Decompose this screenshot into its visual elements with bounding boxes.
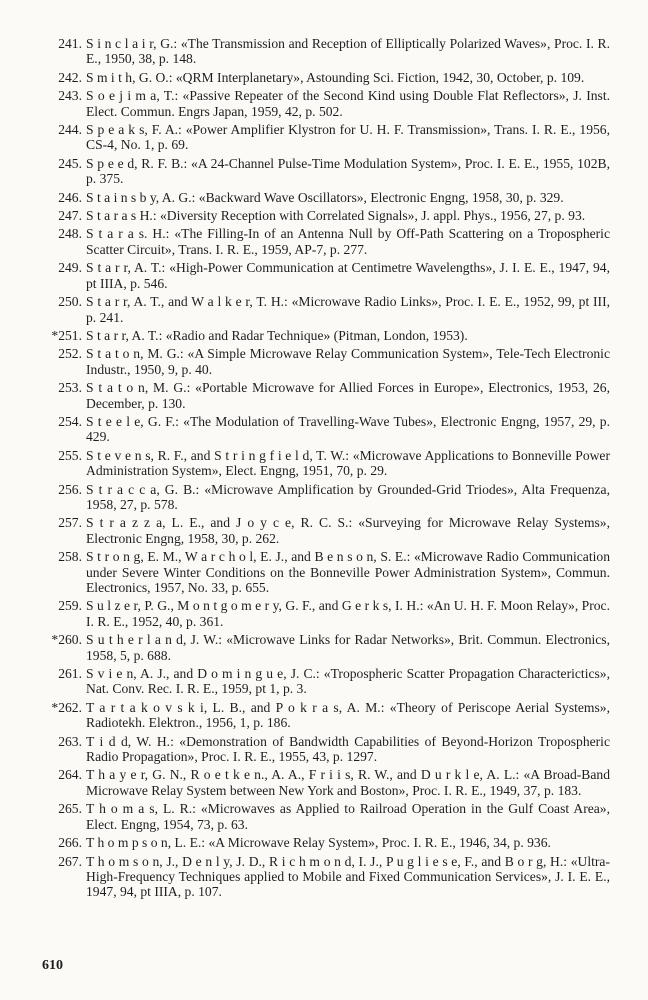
reference-item (51, 327, 610, 343)
reference-text: S t r o n g, E. M., W a r c h o l, E. J., and B e n s o n, S. E.: «Microwave Radio Communication under Severe Winter Conditions on the Bonneville Power Administration System», Commun. Electronics, 1957, No. 33, p. 655. (86, 549, 610, 595)
reference-item (58, 260, 610, 291)
reference-text: T h o m a s, L. R.: «Microwaves as Applied to Railroad Operation in the Gulf Coast Area», Elect. Engng, 1954, 73, p. 63. (86, 801, 610, 832)
reference-item (58, 346, 610, 377)
reference-number: 252. (58, 346, 82, 362)
reference-item (58, 122, 610, 153)
reference-item (58, 189, 610, 205)
reference-number: 254. (58, 413, 82, 429)
reference-number: *262. (51, 699, 82, 715)
reference-text: S u l z e r, P. G., M o n t g o m e r y, G. F., and G e r k s, I. H.: «An U. H. F. Moon Relay», Proc. I. R. E., 1952, 40, p. 361. (86, 598, 610, 629)
reference-number: 255. (58, 447, 82, 463)
reference-item (58, 447, 610, 479)
reference-item (58, 515, 610, 546)
reference-text: S p e a k s, F. A.: «Power Amplifier Klystron for U. H. F. Transmission», Trans. I. R. E., 1956, CS-4, No. 1, p. 69. (86, 122, 610, 153)
reference-item (58, 88, 610, 119)
reference-text: T h a y e r, G. N., R o e t k e n., A. A., F r i i s, R. W., and D u r k l e, A. L.: «A Broad-Band Microwave Relay System between New York and Boston», Proc. I. R. E., 1949, 37, p. 183. (86, 767, 610, 798)
reference-item (58, 835, 610, 851)
reference-text: S u t h e r l a n d, J. W.: «Microwave Links for Radar Networks», Brit. Commun. Electronics, 1958, 5, p. 688. (86, 632, 610, 663)
reference-number: 253. (58, 380, 82, 396)
reference-text: S t e v e n s, R. F., and S t r i n g f i e l d, T. W.: «Microwave Applications to Bonneville Power Administration System», Elect. Engng, 1951, 70, p. 29. (86, 447, 610, 479)
reference-item (58, 549, 610, 595)
reference-text: T h o m s o n, J., D e n l y, J. D., R i c h m o n d, I. J., P u g l i e s e, F., and B o r g, H.: «Ultra-High-Frequency Techniques applied to Mobile and Fixed Communication Services», J. I. E. E., 1947, 94, pt IIIA, p. 107. (86, 853, 610, 900)
reference-text: T i d d, W. H.: «Demonstration of Bandwidth Capabilities of Beyond-Horizon Tropospheric Radio Propagation», Proc. I. R. E., 1955, 43, p. 1297. (86, 733, 610, 765)
reference-number: 257. (58, 515, 82, 531)
reference-text: S t a r a s H.: «Diversity Reception with Correlated Signals», J. appl. Phys., 1956, 27, p. 93. (86, 208, 586, 224)
reference-item (58, 733, 610, 765)
reference-number: 263. (58, 733, 82, 749)
reference-number: 246. (58, 189, 82, 205)
reference-item (58, 36, 610, 67)
reference-text: T a r t a k o v s k i, L. B., and P o k r a s, A. M.: «Theory of Periscope Aerial Systems», Radiotekh. Elektron., 1956, 1, p. 186. (86, 699, 610, 731)
page-number: 610 (42, 958, 63, 973)
reference-text: S t r a c c a, G. B.: «Microwave Amplification by Grounded-Grid Triodes», Alta Frequenza, 1958, 27, p. 578. (86, 481, 610, 512)
reference-number: 241. (58, 36, 82, 51)
reference-item (58, 481, 610, 513)
reference-number: 247. (58, 208, 82, 224)
reference-item (58, 413, 610, 445)
reference-number: 242. (58, 69, 82, 85)
reference-number: *260. (51, 632, 82, 648)
reference-number: 259. (58, 598, 82, 614)
reference-number: 258. (58, 549, 82, 565)
reference-item (51, 699, 610, 731)
reference-number: 243. (58, 88, 82, 104)
reference-item (58, 69, 610, 85)
reference-item (58, 853, 610, 900)
reference-item (58, 226, 610, 257)
reference-item (58, 380, 610, 411)
reference-item (58, 801, 610, 832)
reference-list (51, 36, 610, 903)
reference-item (58, 155, 610, 187)
reference-number: 261. (58, 666, 82, 682)
reference-text: S t e e l e, G. F.: «The Modulation of Travelling-Wave Tubes», Electronic Engng, 1957, 29, p. 429. (86, 413, 610, 445)
reference-text: T h o m p s o n, L. E.: «A Microwave Relay System», Proc. I. R. E., 1946, 34, p. 936. (86, 835, 551, 851)
reference-text: S t a r r, A. T.: «High-Power Communication at Centimetre Wavelengths», J. I. E. E., 1947, 94, pt IIIA, p. 546. (86, 260, 610, 291)
reference-text: S t r a z z a, L. E., and J o y c e, R. C. S.: «Surveying for Microwave Relay Systems», Electronic Engng, 1958, 30, p. 262. (86, 515, 610, 546)
reference-item (58, 208, 610, 224)
reference-number: 248. (58, 226, 82, 242)
reference-number: 266. (58, 835, 82, 851)
reference-text: S t a r r, A. T.: «Radio and Radar Technique» (Pitman, London, 1953). (86, 327, 468, 343)
reference-item (51, 632, 610, 663)
reference-number: 244. (58, 122, 82, 138)
reference-item (58, 666, 610, 697)
reference-text: S i n c l a i r, G.: «The Transmission and Reception of Elliptically Polarized Waves», Proc. I. R. E., 1950, 38, p. 148. (86, 36, 610, 67)
reference-text: S t a r a s. H.: «The Filling-In of an Antenna Null by Off-Path Scattering on a Tropospheric Scatter Circuit», Trans. I. R. E., 1959, AP-7, p. 277. (86, 226, 610, 257)
reference-number: 249. (58, 260, 82, 276)
reference-text: S o e j i m a, T.: «Passive Repeater of the Second Kind using Double Flat Reflectors», J. Inst. Elect. Commun. Engrs Japan, 1959, 42, p. 502. (86, 88, 610, 119)
reference-number: 267. (58, 853, 82, 869)
reference-number: 256. (58, 481, 82, 497)
reference-text: S m i t h, G. O.: «QRM Interplanetary», Astounding Sci. Fiction, 1942, 30, October, p. 109. (86, 69, 585, 85)
reference-text: S t a r r, A. T., and W a l k e r, T. H.: «Microwave Radio Links», Proc. I. E. E., 1952, 99, pt III, p. 241. (86, 294, 610, 325)
reference-number: 245. (58, 155, 82, 171)
reference-number: 264. (58, 767, 82, 783)
reference-text: S t a i n s b y, A. G.: «Backward Wave Oscillators», Electronic Engng, 1958, 30, p. 329. (86, 189, 564, 205)
reference-number: 250. (58, 294, 82, 310)
reference-item (58, 767, 610, 798)
reference-item (58, 598, 610, 629)
reference-item (58, 294, 610, 325)
reference-text: S t a t o n, M. G.: «Portable Microwave for Allied Forces in Europe», Electronics, 1953, 26, December, p. 130. (86, 380, 610, 411)
reference-text: S t a t o n, M. G.: «A Simple Microwave Relay Communication System», Tele-Tech Electronic Industr., 1950, 9, p. 40. (86, 346, 610, 377)
reference-number: 265. (58, 801, 82, 817)
reference-text: S p e e d, R. F. B.: «A 24-Channel Pulse-Time Modulation System», Proc. I. E. E., 1955, 102B, p. 375. (86, 155, 610, 187)
reference-number: *251. (51, 327, 82, 343)
reference-text: S v i e n, A. J., and D o m i n g u e, J. C.: «Tropospheric Scatter Propagation Characterictics», Nat. Conv. Rec. I. R. E., 1959, pt 1, p. 3. (86, 666, 610, 697)
